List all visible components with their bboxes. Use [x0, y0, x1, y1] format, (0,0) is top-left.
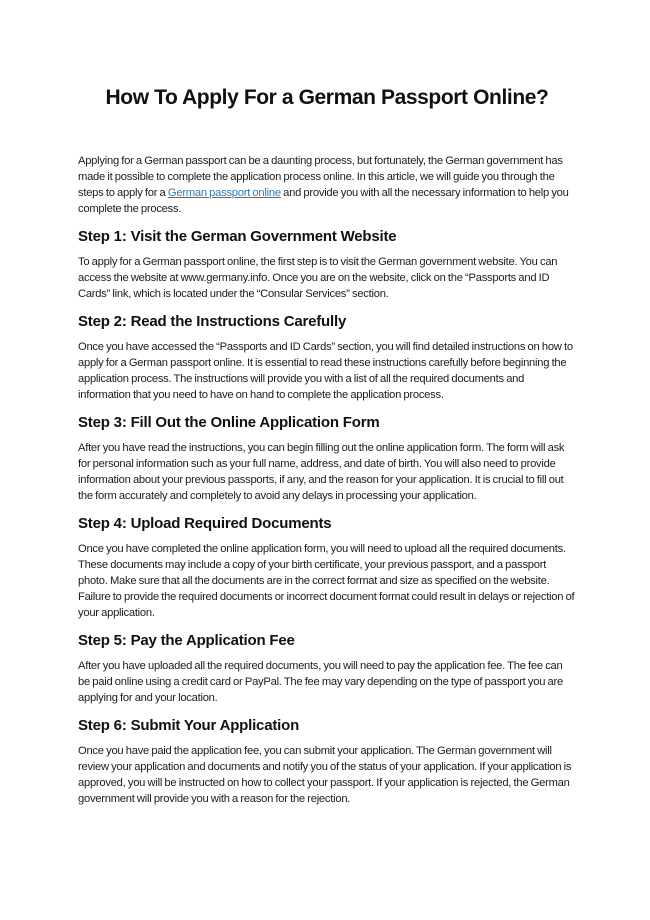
section-paragraph: Once you have completed the online application form, you will need to upload all the required documents. These documents may include a copy of your birth certificate, your previous passport, and a passport photo. Make sure that all the documents are in the correct format and size as specified on the website. Failure to provide the required documents or incorrect document format could result in delays or rejection of your application. — [78, 543, 575, 619]
section-step-6 — [78, 717, 576, 807]
page-title: How To Apply For a German Passport Online? — [105, 86, 549, 109]
intro-paragraph — [78, 153, 576, 217]
section-heading: Step 6: Submit Your Application — [78, 717, 300, 734]
section-paragraph: Once you have accessed the “Passports and ID Cards” section, you will find detailed instructions on how to apply for a German passport online. It is essential to read these instructions carefully before beginning the application process. The instructions will provide you with a list of all the required documents and information that you need to have on hand to complete the application process. — [78, 341, 573, 401]
section-step-1 — [78, 228, 576, 302]
section-paragraph: After you have read the instructions, you can begin filling out the online application form. The form will ask for personal information such as your full name, address, and date of birth. You will also need to provide information about your previous passports, if any, and the reason for your application. It is crucial to fill out the form accurately and completely to avoid any delays in processing your application. — [78, 442, 565, 502]
section-heading: Step 4: Upload Required Documents — [78, 515, 332, 532]
section-step-2 — [78, 313, 576, 403]
intro-text-after: and provide you with all the necessary information to help you complete the process. — [78, 187, 569, 215]
section-paragraph: After you have uploaded all the required documents, you will need to pay the application fee. The fee can be paid online using a credit card or PayPal. The fee may vary depending on the type of passport you are applying for and your location. — [78, 660, 563, 704]
section-step-5 — [78, 632, 576, 706]
intro-text-before: Applying for a German passport can be a daunting process, but fortunately, the German government has made it possible to complete the application process online. In this article, we will guide you through the steps to apply for a — [78, 155, 563, 199]
section-paragraph: Once you have paid the application fee, you can submit your application. The German government will review your application and documents and notify you of the status of your application. If your application is approved, you will be instructed on how to collect your passport. If your application is rejected, the German government will provide you with a reason for the rejection. — [78, 745, 572, 805]
german-passport-online-link[interactable]: German passport online — [167, 187, 281, 199]
section-step-3 — [78, 414, 576, 504]
section-heading: Step 3: Fill Out the Online Application Form — [78, 414, 380, 431]
section-heading: Step 1: Visit the German Government Website — [78, 228, 397, 245]
section-heading: Step 5: Pay the Application Fee — [78, 632, 295, 649]
section-step-4 — [78, 515, 576, 621]
section-heading: Step 2: Read the Instructions Carefully — [78, 313, 347, 330]
section-paragraph: To apply for a German passport online, the first step is to visit the German government website. You can access the website at www.germany.info. Once you are on the website, click on the “Passports and ID Cards” link, which is located under the “Consular Services” section. — [78, 256, 558, 300]
